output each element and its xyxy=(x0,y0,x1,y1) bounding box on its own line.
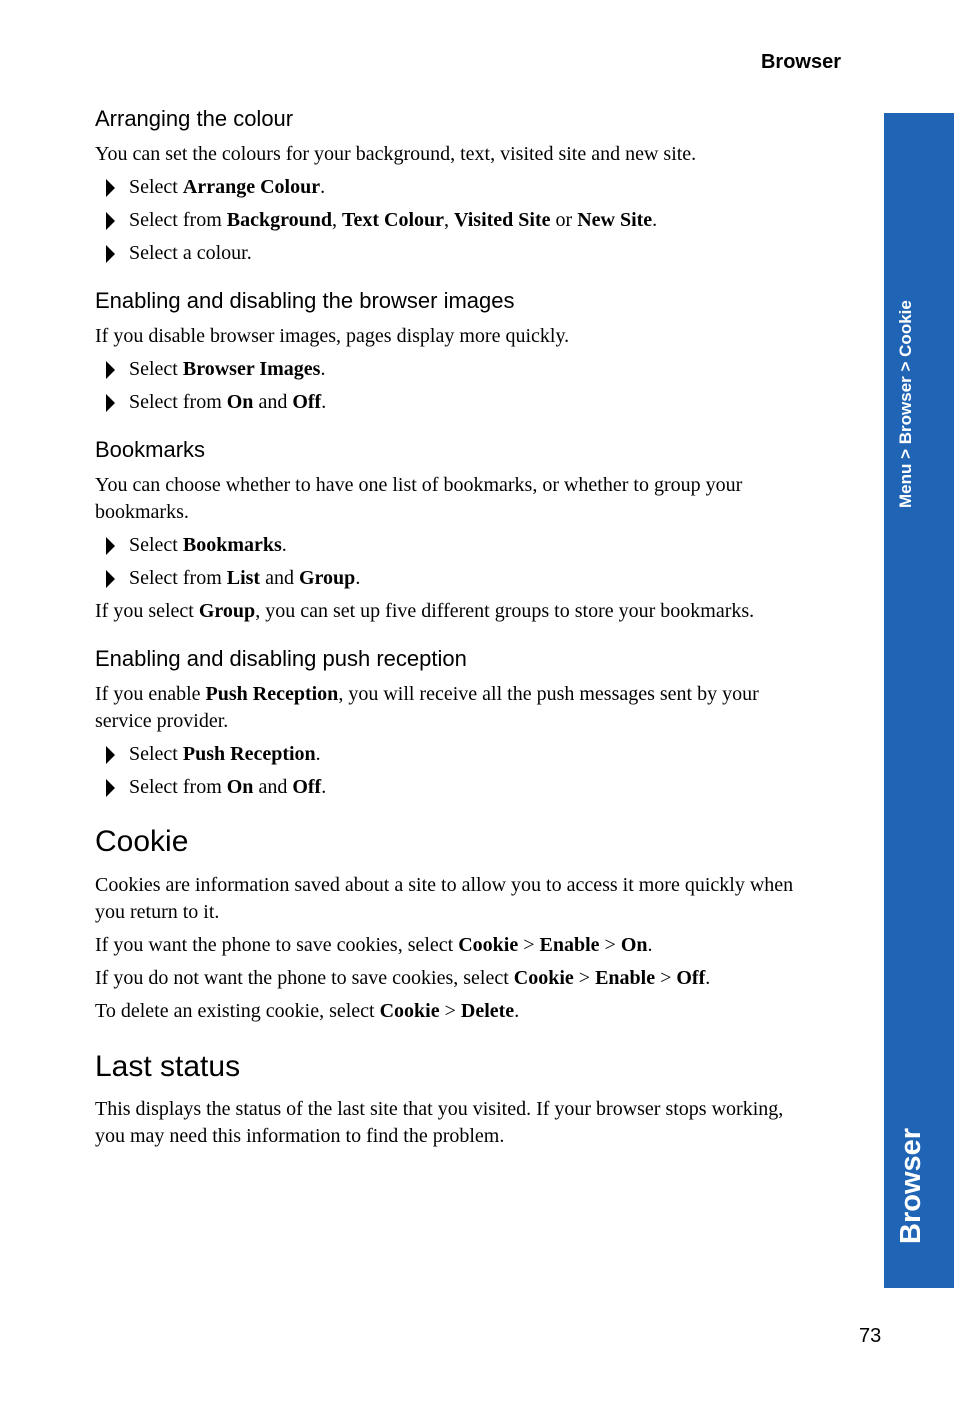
step-item: Select Browser Images. xyxy=(95,356,840,383)
step-item: Select Push Reception. xyxy=(95,741,840,768)
paragraph: Cookies are information saved about a site to allow you to access it more quickly when you return to it. xyxy=(95,874,794,923)
section-bookmarks xyxy=(95,437,840,625)
arrow-right-icon xyxy=(106,394,115,412)
section-push-reception xyxy=(95,646,840,801)
arrow-right-icon xyxy=(106,570,115,588)
arrow-right-icon xyxy=(106,179,115,197)
paragraph: This displays the status of the last site that you visited. If your browser stops working, you may need this information to find the problem. xyxy=(95,1098,784,1147)
paragraph: If you enable Push Reception, you will receive all the push messages sent by your service provider. xyxy=(95,683,759,732)
paragraph: You can choose whether to have one list of bookmarks, or whether to group your bookmarks. xyxy=(95,474,743,523)
step-item: Select Arrange Colour. xyxy=(95,174,840,201)
paragraph: To delete an existing cookie, select Cookie > Delete. xyxy=(95,1000,520,1022)
paragraph: You can set the colours for your background, text, visited site and new site. xyxy=(95,143,697,165)
arrow-right-icon xyxy=(106,746,115,764)
section-heading: Arranging the colour xyxy=(95,106,294,131)
side-chapter-title: Browser xyxy=(895,1127,927,1244)
section-heading: Enabling and disabling the browser images xyxy=(95,288,515,313)
arrow-right-icon xyxy=(106,212,115,230)
step-item: Select from Background, Text Colour, Visited Site or New Site. xyxy=(95,207,840,234)
arrow-right-icon xyxy=(106,245,115,263)
paragraph: If you do not want the phone to save cookies, select Cookie > Enable > Off. xyxy=(95,967,711,989)
step-item: Select a colour. xyxy=(95,240,840,267)
section-heading: Enabling and disabling push reception xyxy=(95,646,467,671)
arrow-right-icon xyxy=(106,779,115,797)
paragraph: If you want the phone to save cookies, select Cookie > Enable > On. xyxy=(95,934,653,956)
side-tab xyxy=(884,113,954,1288)
section-arranging-colour xyxy=(95,106,840,267)
side-breadcrumb: Menu > Browser > Cookie xyxy=(896,300,915,508)
paragraph: If you disable browser images, pages display more quickly. xyxy=(95,325,570,347)
step-item: Select from On and Off. xyxy=(95,774,840,801)
step-item: Select Bookmarks. xyxy=(95,532,840,559)
section-heading: Cookie xyxy=(95,825,189,858)
page-number: 73 xyxy=(859,1325,882,1347)
section-cookie xyxy=(95,825,840,1025)
running-header: Browser xyxy=(760,51,841,73)
step-item: Select from On and Off. xyxy=(95,389,840,416)
section-heading: Bookmarks xyxy=(95,437,206,462)
section-browser-images xyxy=(95,288,840,416)
arrow-right-icon xyxy=(106,537,115,555)
section-heading: Last status xyxy=(95,1050,241,1083)
section-last-status xyxy=(95,1050,840,1150)
arrow-right-icon xyxy=(106,361,115,379)
paragraph: If you select Group, you can set up five different groups to store your bookmarks. xyxy=(95,600,755,622)
step-item: Select from List and Group. xyxy=(95,565,840,592)
